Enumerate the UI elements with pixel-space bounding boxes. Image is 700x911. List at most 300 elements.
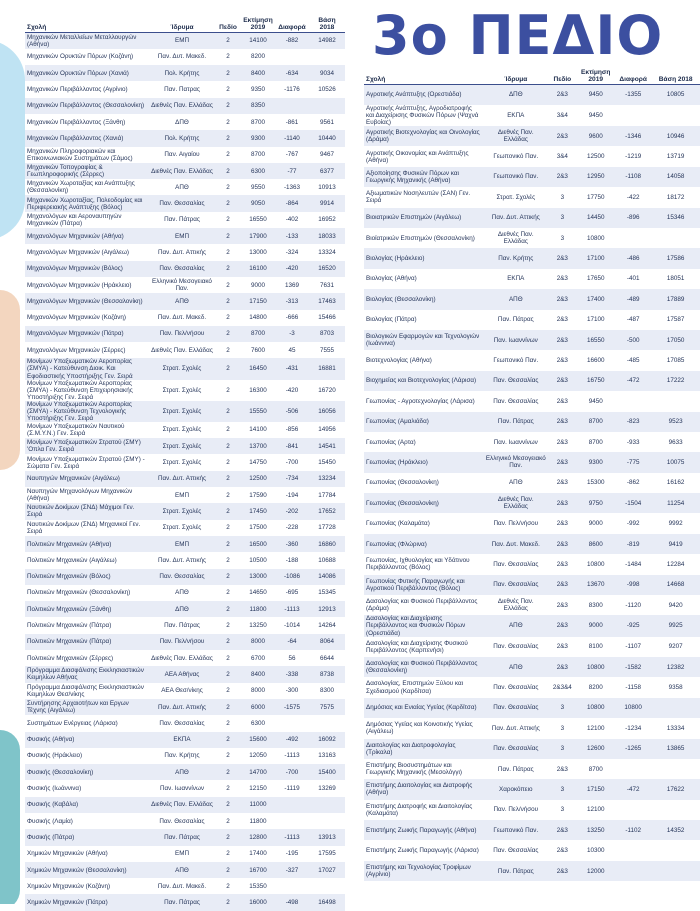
cell-field: 2&3: [548, 310, 576, 330]
cell-school: Πολιτικών Μηχανικών (Αθήνα): [25, 536, 149, 552]
cell-difference: -420: [275, 380, 309, 401]
cell-difference: -1113: [275, 748, 309, 764]
cell-difference: -338: [275, 666, 309, 682]
cell-estimate-2019: 12800: [241, 829, 275, 845]
table-row: [25, 585, 345, 601]
cell-school: Φυσικής (Ηράκλειο): [25, 748, 149, 764]
header-school: Σχολή: [364, 60, 483, 85]
cell-estimate-2019: 16100: [241, 261, 275, 277]
cell-institution: Παν. Δυτ. Μακεδ.: [149, 310, 215, 326]
cell-estimate-2019: 9000: [577, 513, 615, 533]
table-row: [25, 732, 345, 748]
cell-difference: -300: [275, 683, 309, 699]
cell-base-2018: 17463: [309, 293, 345, 309]
cell-base-2018: 9358: [651, 677, 700, 697]
cell-difference: [615, 105, 651, 126]
cell-estimate-2019: 8700: [577, 432, 615, 452]
cell-difference: 45: [275, 342, 309, 358]
cell-base-2018: 14956: [309, 422, 345, 438]
cell-field: 2: [215, 650, 241, 666]
header-institution: Ίδρυμα: [483, 60, 548, 85]
cell-base-2018: 12913: [309, 601, 345, 617]
cell-institution: Στρατ. Σχολές: [149, 454, 215, 470]
cell-institution: ΔΠΘ: [483, 85, 548, 105]
cell-estimate-2019: 16450: [241, 358, 275, 379]
cell-base-2018: [309, 797, 345, 813]
cell-difference: -819: [615, 534, 651, 554]
table-row: [25, 98, 345, 114]
cell-institution: ΑΠΘ: [149, 293, 215, 309]
cell-estimate-2019: 9450: [577, 85, 615, 105]
cell-school: Επιστήμης Βιοσυστημάτων και Γεωργικής Μηχανικής (Μεσολόγγι): [364, 759, 483, 779]
cell-institution: Παν. Πελ/νήσου: [483, 800, 548, 820]
cell-estimate-2019: 15300: [577, 473, 615, 493]
table-row: [364, 759, 700, 779]
cell-school: Ναυπηγών Μηχανολόγων Μηχανικών (Αθήνα): [25, 487, 149, 503]
cell-field: 2&3: [548, 289, 576, 309]
cell-school: Μηχανολόγων Μηχανικών (Ηράκλειο): [25, 277, 149, 293]
cell-difference: -1575: [275, 699, 309, 715]
table-row: [25, 310, 345, 326]
cell-institution: ΕΜΠ: [149, 33, 215, 49]
table-row: [25, 326, 345, 342]
cell-base-2018: 8738: [309, 666, 345, 682]
table-row: [25, 829, 345, 845]
cell-estimate-2019: 17590: [241, 487, 275, 503]
cell-institution: Παν. Θεσσαλίας: [483, 677, 548, 697]
header-difference: Διαφορά: [275, 0, 309, 33]
table-row: [364, 739, 700, 759]
cell-institution: Στρατ. Σχολές: [149, 380, 215, 401]
cell-school: Μονίμων Υπαξιωματικών Στρατού (ΣΜΥ) - Σώματα Γεν. Σειρά: [25, 454, 149, 470]
cell-field: 2&3: [548, 637, 576, 657]
cell-institution: Παν. Θεσσαλίας: [149, 715, 215, 731]
cell-field: 2&3: [548, 371, 576, 391]
cell-difference: -1113: [275, 601, 309, 617]
cell-field: 2&3: [548, 167, 576, 187]
cell-institution: ΕΜΠ: [149, 846, 215, 862]
table-row: [364, 575, 700, 595]
cell-field: 3: [548, 800, 576, 820]
cell-institution: Διεθνές Παν. Ελλάδας: [149, 342, 215, 358]
cell-institution: Παν. Κρήτης: [149, 748, 215, 764]
cell-field: 3: [548, 208, 576, 228]
cell-field: 3: [548, 228, 576, 248]
header-base-2018: Βάση 2018: [309, 0, 345, 33]
table-row: [364, 452, 700, 472]
table-row: [364, 800, 700, 820]
cell-estimate-2019: 15350: [241, 878, 275, 894]
cell-institution: ΕΜΠ: [149, 536, 215, 552]
cell-estimate-2019: 17150: [241, 293, 275, 309]
cell-institution: Διεθνές Παν. Ελλάδας: [483, 493, 548, 513]
header-institution: Ίδρυμα: [149, 0, 215, 33]
table-row: [25, 650, 345, 666]
cell-estimate-2019: 13250: [577, 820, 615, 840]
cell-estimate-2019: 9600: [577, 126, 615, 146]
cell-school: Μηχανολόγων Μηχανικών (Κοζάνη): [25, 310, 149, 326]
table-row: [364, 289, 700, 309]
cell-field: 2&3: [548, 595, 576, 615]
cell-difference: -864: [275, 195, 309, 211]
cell-base-2018: 10946: [651, 126, 700, 146]
cell-base-2018: 13719: [651, 146, 700, 166]
cell-field: 2&3: [548, 452, 576, 472]
cell-base-2018: 16881: [309, 358, 345, 379]
cell-difference: -431: [275, 358, 309, 379]
cell-school: Γεωπονίας (Αρτα): [364, 432, 483, 452]
cell-base-2018: [309, 49, 345, 65]
cell-institution: Στρατ. Σχολές: [149, 438, 215, 454]
cell-school: Επιστήμης Ζωικής Παραγωγής (Αθήνα): [364, 820, 483, 840]
cell-institution: Στρατ. Σχολές: [149, 358, 215, 379]
cell-school: Μηχανικών Χωροταξίας, Πολεοδομίας και Περιφερειακής Ανάπτυξης (Βόλος): [25, 195, 149, 211]
cell-institution: ΑΠΘ: [483, 289, 548, 309]
cell-difference: -925: [615, 615, 651, 636]
cell-school: Γεωπονίας, Ιχθυολογίας και Υδάτινου Περιβάλλοντος (Βόλος): [364, 554, 483, 574]
cell-school: Αγροτικής Οικονομίας και Ανάπτυξης (Αθήνα): [364, 146, 483, 166]
cell-difference: -896: [615, 208, 651, 228]
cell-estimate-2019: 8100: [577, 637, 615, 657]
cell-difference: [275, 813, 309, 829]
table-row: [364, 820, 700, 840]
cell-difference: -1107: [615, 637, 651, 657]
cell-base-2018: [651, 861, 700, 881]
cell-school: Δασολογίας και Φυσικού Περιβάλλοντος (Δράμα): [364, 595, 483, 615]
cell-estimate-2019: 12950: [577, 167, 615, 187]
cell-estimate-2019: 9000: [577, 615, 615, 636]
cell-base-2018: 17652: [309, 503, 345, 519]
cell-institution: ΑΠΘ: [149, 179, 215, 195]
cell-difference: -1120: [615, 595, 651, 615]
cell-base-2018: 9207: [651, 637, 700, 657]
table-row: [25, 666, 345, 682]
cell-difference: -841: [275, 438, 309, 454]
cell-field: 2&3: [548, 554, 576, 574]
cell-difference: -700: [275, 764, 309, 780]
table-row: [25, 401, 345, 422]
cell-difference: -194: [275, 487, 309, 503]
cell-estimate-2019: 10800: [577, 657, 615, 677]
cell-school: Φυσικής (Καβάλα): [25, 797, 149, 813]
cell-estimate-2019: 15600: [241, 732, 275, 748]
table-row: [25, 342, 345, 358]
cell-school: Μηχανολόγων Μηχανικών (Πάτρα): [25, 326, 149, 342]
cell-field: 2: [215, 748, 241, 764]
cell-school: Μηχανολόγων Μηχανικών (Θεσσαλονίκη): [25, 293, 149, 309]
cell-base-2018: 14264: [309, 617, 345, 633]
cell-school: Πολιτικών Μηχανικών (Αιγάλεω): [25, 552, 149, 568]
cell-estimate-2019: 8000: [241, 634, 275, 650]
cell-difference: [275, 797, 309, 813]
cell-base-2018: [651, 800, 700, 820]
cell-base-2018: 16056: [309, 401, 345, 422]
cell-difference: 56: [275, 650, 309, 666]
cell-school: Μηχανολόγων Μηχανικών (Αθήνα): [25, 228, 149, 244]
right-table-body: [364, 85, 700, 882]
cell-institution: ΑΠΘ: [149, 862, 215, 878]
cell-school: Πρόγραμμα Διασφάλισης Εκκλησιαστικών Κειμηλίων Θεσ/νίκης: [25, 683, 149, 699]
cell-estimate-2019: 8700: [241, 147, 275, 163]
cell-school: Μηχανικών Χωροταξίας και Ανάπτυξης (Θεσσαλονίκη): [25, 179, 149, 195]
cell-school: Μηχανικών Περιβάλλοντος (Ξάνθη): [25, 114, 149, 130]
decor-shape: [0, 290, 20, 470]
cell-field: 2&3: [548, 126, 576, 146]
cell-difference: -195: [275, 846, 309, 862]
cell-field: 2: [215, 114, 241, 130]
table-row: [364, 473, 700, 493]
table-row: [25, 438, 345, 454]
cell-institution: Παν. Δυτ. Αττικής: [149, 699, 215, 715]
cell-school: Βιολογικών Εφαρμογών και Τεχνολογιών (Ιωάννινα): [364, 330, 483, 350]
cell-difference: [615, 861, 651, 881]
cell-institution: Παν. Πάτρας: [149, 212, 215, 228]
cell-estimate-2019: 9300: [241, 130, 275, 146]
cell-base-2018: [651, 228, 700, 248]
cell-institution: ΕΜΠ: [149, 228, 215, 244]
cell-school: Γεωπονίας (Ηράκλειο): [364, 452, 483, 472]
cell-institution: Παν. Δυτ. Μακεδ.: [149, 49, 215, 65]
table-row: [364, 228, 700, 248]
cell-field: 2: [215, 65, 241, 81]
cell-institution: Στρατ. Σχολές: [149, 520, 215, 536]
cell-field: 2: [215, 764, 241, 780]
cell-field: 2: [215, 380, 241, 401]
cell-field: 2&3&4: [548, 677, 576, 697]
table-row: [25, 454, 345, 470]
cell-difference: -77: [275, 163, 309, 179]
cell-institution: Παν. Πάτρας: [483, 759, 548, 779]
cell-field: 2: [215, 813, 241, 829]
cell-estimate-2019: 17750: [577, 187, 615, 207]
cell-estimate-2019: 8700: [577, 759, 615, 779]
cell-school: Μηχανολόγων και Αεροναυπηγών Μηχανικών (Πάτρα): [25, 212, 149, 228]
cell-base-2018: 6377: [309, 163, 345, 179]
table-row: [25, 813, 345, 829]
cell-institution: Στρατ. Σχολές: [149, 503, 215, 519]
table-row: [25, 261, 345, 277]
cell-school: Μονίμων Υπαξιωματικών Αεροπορίας (ΣΜΥΑ) - Κατεύθυνση Τεχνολογικής Υποστήριξης Γεν. Σειρά: [25, 401, 149, 422]
cell-difference: -998: [615, 575, 651, 595]
cell-field: 2: [215, 601, 241, 617]
cell-field: 2&3: [548, 432, 576, 452]
cell-institution: ΑΠΘ: [149, 585, 215, 601]
table-row: [364, 840, 700, 860]
cell-difference: -506: [275, 401, 309, 422]
cell-school: Πολιτικών Μηχανικών (Πάτρα): [25, 617, 149, 633]
cell-difference: -492: [275, 732, 309, 748]
cell-estimate-2019: 11000: [241, 797, 275, 813]
cell-difference: -1219: [615, 146, 651, 166]
header-estimate-2019: Εκτίμηση 2019: [241, 0, 275, 33]
table-row: [25, 617, 345, 633]
table-row: [25, 797, 345, 813]
cell-difference: -767: [275, 147, 309, 163]
cell-school: Μηχανικών Περιβάλλοντος (Χανιά): [25, 130, 149, 146]
cell-school: Μηχανολόγων Μηχανικών (Σέρρες): [25, 342, 149, 358]
cell-school: Ναυπηγών Μηχανικών (Αιγάλεω): [25, 471, 149, 487]
cell-estimate-2019: 10300: [577, 840, 615, 860]
cell-difference: -3: [275, 326, 309, 342]
table-row: [25, 748, 345, 764]
table-row: [364, 310, 700, 330]
cell-difference: [275, 49, 309, 65]
section-title: 3ο ΠΕΔΙΟ: [372, 4, 664, 67]
cell-base-2018: 16952: [309, 212, 345, 228]
cell-school: Γεωπονίας (Θεσσαλονίκη): [364, 473, 483, 493]
cell-institution: ΕΜΠ: [149, 487, 215, 503]
cell-institution: Παν. Θεσσαλίας: [483, 840, 548, 860]
cell-field: 2: [215, 846, 241, 862]
cell-base-2018: 17085: [651, 350, 700, 370]
cell-base-2018: 17784: [309, 487, 345, 503]
cell-institution: Παν. Θεσσαλίας: [149, 195, 215, 211]
cell-base-2018: 15400: [309, 764, 345, 780]
cell-estimate-2019: 17150: [577, 779, 615, 799]
cell-field: 2: [215, 634, 241, 650]
cell-school: Αξιωματικών Νοσηλευτών (ΣΑΝ) Γεν. Σειρά: [364, 187, 483, 207]
cell-school: Μηχανικών Μεταλλείων Μεταλλουργών (Αθήνα): [25, 33, 149, 49]
cell-school: Πολιτικών Μηχανικών (Ξάνθη): [25, 601, 149, 617]
table-row: [25, 764, 345, 780]
cell-school: Δημόσιας Υγείας και Κοινοτικής Υγείας (Αιγάλεω): [364, 718, 483, 738]
cell-school: Γεωπονίας (Θεσσαλονίκη): [364, 493, 483, 513]
cell-base-2018: 9419: [651, 534, 700, 554]
cell-field: 2: [215, 130, 241, 146]
cell-institution: Παν. Πάτρας: [149, 617, 215, 633]
cell-field: 2: [215, 617, 241, 633]
header-field: Πεδίο: [548, 60, 576, 85]
cell-base-2018: 17050: [651, 330, 700, 350]
cell-field: 2&3: [548, 861, 576, 881]
cell-school: Δασολογίας, Επιστημών Ξύλου και Σχεδιασμού (Καρδίτσα): [364, 677, 483, 697]
cell-school: Δασολογίας και Διαχείρισης Φυσικού Περιβάλλοντος (Καρπενήσι): [364, 637, 483, 657]
right-results-table: [364, 60, 700, 881]
cell-field: 2: [215, 569, 241, 585]
cell-base-2018: 16092: [309, 732, 345, 748]
table-row: [25, 228, 345, 244]
cell-field: 2: [215, 520, 241, 536]
cell-school: Βιοϊατρικών Επιστημών (Θεσσαλονίκη): [364, 228, 483, 248]
table-row: [25, 862, 345, 878]
cell-field: 3: [548, 779, 576, 799]
cell-field: 2: [215, 244, 241, 260]
cell-school: Βιοχημείας και Βιοτεχνολογίας (Λάρισα): [364, 371, 483, 391]
cell-school: Γεωπονίας (Καλαμάτα): [364, 513, 483, 533]
table-row: [25, 33, 345, 49]
cell-base-2018: 13913: [309, 829, 345, 845]
cell-school: Μηχανικών Ορυκτών Πόρων (Κοζάνη): [25, 49, 149, 65]
cell-estimate-2019: 8200: [241, 49, 275, 65]
cell-estimate-2019: 9750: [577, 493, 615, 513]
cell-difference: -202: [275, 503, 309, 519]
cell-institution: Παν. Πάτρας: [483, 310, 548, 330]
cell-institution: Παν. Πελ/νήσου: [149, 326, 215, 342]
cell-school: Φυσικής (Λαμία): [25, 813, 149, 829]
cell-institution: Στρατ. Σχολές: [149, 401, 215, 422]
cell-difference: -862: [615, 473, 651, 493]
cell-school: Πρόγραμμα Διασφάλισης Εκκλησιαστικών Κειμηλίων Αθήνας: [25, 666, 149, 682]
cell-school: Μονίμων Υπαξιωματικών Ναυτικού (Σ.Μ.Υ.Ν.) Γεν. Σειρά: [25, 422, 149, 438]
cell-field: 2: [215, 326, 241, 342]
cell-field: 2: [215, 454, 241, 470]
cell-difference: -472: [615, 371, 651, 391]
cell-estimate-2019: 13700: [241, 438, 275, 454]
cell-institution: Παν. Πατρας: [149, 81, 215, 97]
table-row: [25, 536, 345, 552]
cell-field: 2: [215, 487, 241, 503]
cell-difference: -313: [275, 293, 309, 309]
cell-base-2018: 13865: [651, 739, 700, 759]
cell-school: Συντήρησης Αρχαιοτήτων και Εργων Τέχνης (Αιγάλεω): [25, 699, 149, 715]
cell-difference: 1369: [275, 277, 309, 293]
cell-estimate-2019: 8350: [241, 98, 275, 114]
cell-school: Γεωπονίας Φυτικής Παραγωγής και Αγροτικού Περιβάλλοντος (Βόλος): [364, 575, 483, 595]
table-row: [364, 126, 700, 146]
cell-base-2018: [651, 759, 700, 779]
table-row: [364, 391, 700, 411]
cell-school: Διαιτολογίας και Διατροφολογίας (Τρίκαλα): [364, 739, 483, 759]
cell-institution: ΔΠΘ: [149, 601, 215, 617]
cell-base-2018: [651, 391, 700, 411]
table-row: [364, 554, 700, 574]
cell-estimate-2019: 12050: [241, 748, 275, 764]
table-row: [364, 657, 700, 677]
cell-school: Πολιτικών Μηχανικών (Πάτρα): [25, 634, 149, 650]
cell-estimate-2019: 16550: [241, 212, 275, 228]
table-row: [364, 637, 700, 657]
cell-base-2018: 11254: [651, 493, 700, 513]
cell-difference: -992: [615, 513, 651, 533]
cell-estimate-2019: 11800: [241, 601, 275, 617]
cell-institution: Παν. Θεσσαλίας: [483, 554, 548, 574]
cell-difference: -133: [275, 228, 309, 244]
cell-difference: -1363: [275, 179, 309, 195]
cell-estimate-2019: 13000: [241, 244, 275, 260]
cell-estimate-2019: 13670: [577, 575, 615, 595]
cell-field: 2: [215, 358, 241, 379]
cell-field: 3: [548, 718, 576, 738]
table-row: [25, 487, 345, 503]
cell-field: 2&3: [548, 473, 576, 493]
cell-estimate-2019: 9350: [241, 81, 275, 97]
cell-base-2018: 18051: [651, 269, 700, 289]
cell-field: 2: [215, 422, 241, 438]
cell-base-2018: 8703: [309, 326, 345, 342]
cell-estimate-2019: 12000: [577, 861, 615, 881]
cell-difference: -487: [615, 310, 651, 330]
cell-base-2018: 8300: [309, 683, 345, 699]
cell-base-2018: 17728: [309, 520, 345, 536]
cell-field: 2&3: [548, 657, 576, 677]
cell-base-2018: 13324: [309, 244, 345, 260]
cell-school: Επιστήμης Διατροφής και Διαιτολογίας (Καλαμάτα): [364, 800, 483, 820]
cell-estimate-2019: 8700: [577, 412, 615, 432]
cell-institution: Παν. Πελ/νήσου: [149, 634, 215, 650]
cell-field: 2: [215, 471, 241, 487]
cell-institution: Γεωπονικό Παν.: [483, 167, 548, 187]
cell-estimate-2019: 15550: [241, 401, 275, 422]
table-row: [364, 698, 700, 718]
table-row: [364, 85, 700, 105]
cell-base-2018: 17222: [651, 371, 700, 391]
cell-school: Συστημάτων Ενέργειας (Λάρισα): [25, 715, 149, 731]
cell-difference: -1158: [615, 677, 651, 697]
cell-base-2018: 10805: [651, 85, 700, 105]
table-row: [25, 569, 345, 585]
cell-difference: -1265: [615, 739, 651, 759]
cell-base-2018: 15346: [651, 208, 700, 228]
